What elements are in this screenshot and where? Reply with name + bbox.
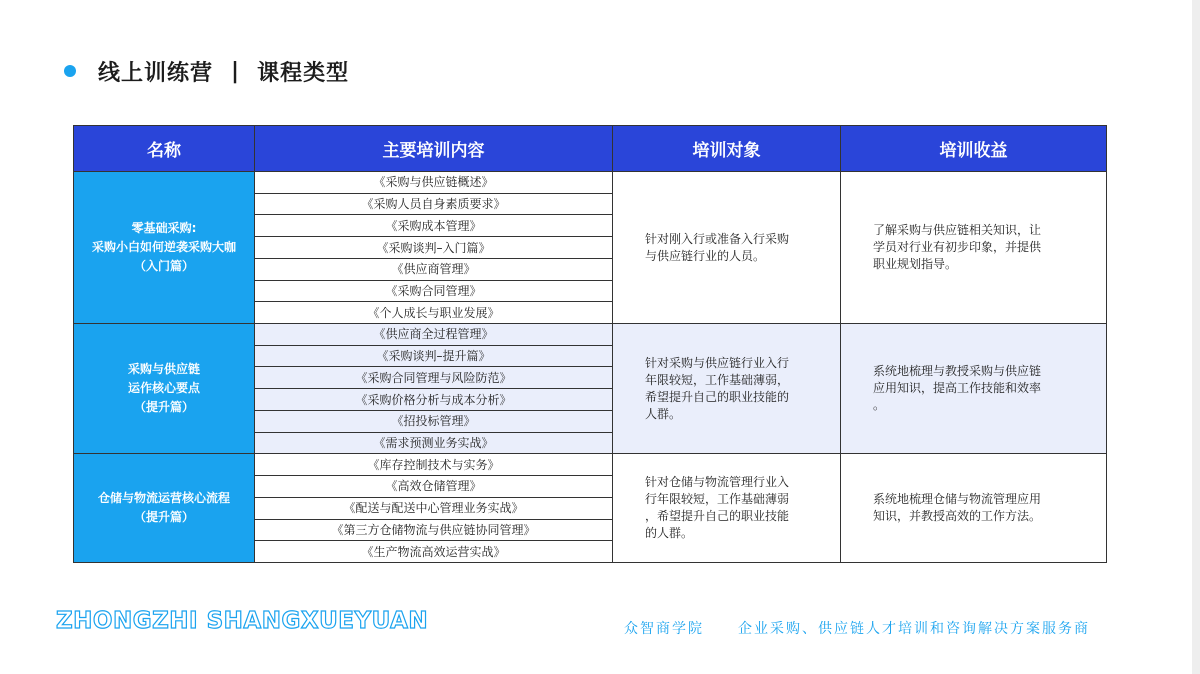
table-row <box>74 324 1107 346</box>
brand-slogan: 企业采购、供应链人才培训和咨询解决方案服务商 <box>738 621 1090 637</box>
course-item: 《需求预测业务实战》 <box>255 432 613 454</box>
brand-english-logo: ZHONGZHI SHANGXUEYUAN <box>56 608 429 634</box>
benefit-cell: 了解采购与供应链相关知识，让 学员对行业有初步印象，并提供 职业规划指导。 <box>841 172 1107 324</box>
header-content: 主要培训内容 <box>255 126 613 172</box>
course-item: 《采购合同管理》 <box>255 280 613 302</box>
header-target: 培训对象 <box>613 126 841 172</box>
course-item: 《采购价格分析与成本分析》 <box>255 389 613 411</box>
course-item: 《采购谈判–提升篇》 <box>255 345 613 367</box>
course-item: 《采购合同管理与风险防范》 <box>255 367 613 389</box>
table-header-row <box>74 126 1107 172</box>
course-item: 《采购谈判–入门篇》 <box>255 237 613 259</box>
page-subtitle: 课程类型 <box>257 60 350 86</box>
course-item: 《生产物流高效运营实战》 <box>255 541 613 563</box>
course-item: 《采购人员自身素质要求》 <box>255 193 613 215</box>
footer-tagline <box>624 618 1090 638</box>
brand-chinese-name: 众智商学院 <box>624 621 704 637</box>
course-item: 《采购与供应链概述》 <box>255 172 613 194</box>
title-separator: | <box>231 58 240 84</box>
course-name-cell: 零基础采购: 采购小白如何逆袭采购大咖 （入门篇） <box>74 172 255 324</box>
course-item: 《个人成长与职业发展》 <box>255 302 613 324</box>
table-row <box>74 454 1107 476</box>
course-item: 《第三方仓储物流与供应链协同管理》 <box>255 519 613 541</box>
course-name-cell: 仓储与物流运营核心流程 （提升篇） <box>74 454 255 563</box>
benefit-cell: 系统地梳理与教授采购与供应链 应用知识，提高工作技能和效率 。 <box>841 324 1107 454</box>
bullet-dot-icon <box>64 65 76 77</box>
course-item: 《招投标管理》 <box>255 410 613 432</box>
course-item: 《配送与配送中心管理业务实战》 <box>255 497 613 519</box>
target-cell: 针对刚入行或准备入行采购 与供应链行业的人员。 <box>613 172 841 324</box>
course-type-table <box>73 125 1107 563</box>
target-cell: 针对采购与供应链行业入行 年限较短，工作基础薄弱， 希望提升自己的职业技能的 人群。 <box>613 324 841 454</box>
target-cell: 针对仓储与物流管理行业入 行年限较短，工作基础薄弱 ，希望提升自己的职业技能 的人群。 <box>613 454 841 563</box>
header-name: 名称 <box>74 126 255 172</box>
benefit-cell: 系统地梳理仓储与物流管理应用 知识，并教授高效的工作方法。 <box>841 454 1107 563</box>
header-benefit: 培训收益 <box>841 126 1107 172</box>
page-header <box>64 54 349 88</box>
page-title: 线上训练营 <box>98 60 214 86</box>
course-item: 《高效仓储管理》 <box>255 476 613 498</box>
course-item: 《供应商管理》 <box>255 258 613 280</box>
course-item: 《采购成本管理》 <box>255 215 613 237</box>
course-item: 《库存控制技术与实务》 <box>255 454 613 476</box>
course-name-cell: 采购与供应链 运作核心要点 （提升篇） <box>74 324 255 454</box>
table-row <box>74 172 1107 194</box>
course-item: 《供应商全过程管理》 <box>255 324 613 346</box>
page-edge-strip <box>1192 0 1200 674</box>
